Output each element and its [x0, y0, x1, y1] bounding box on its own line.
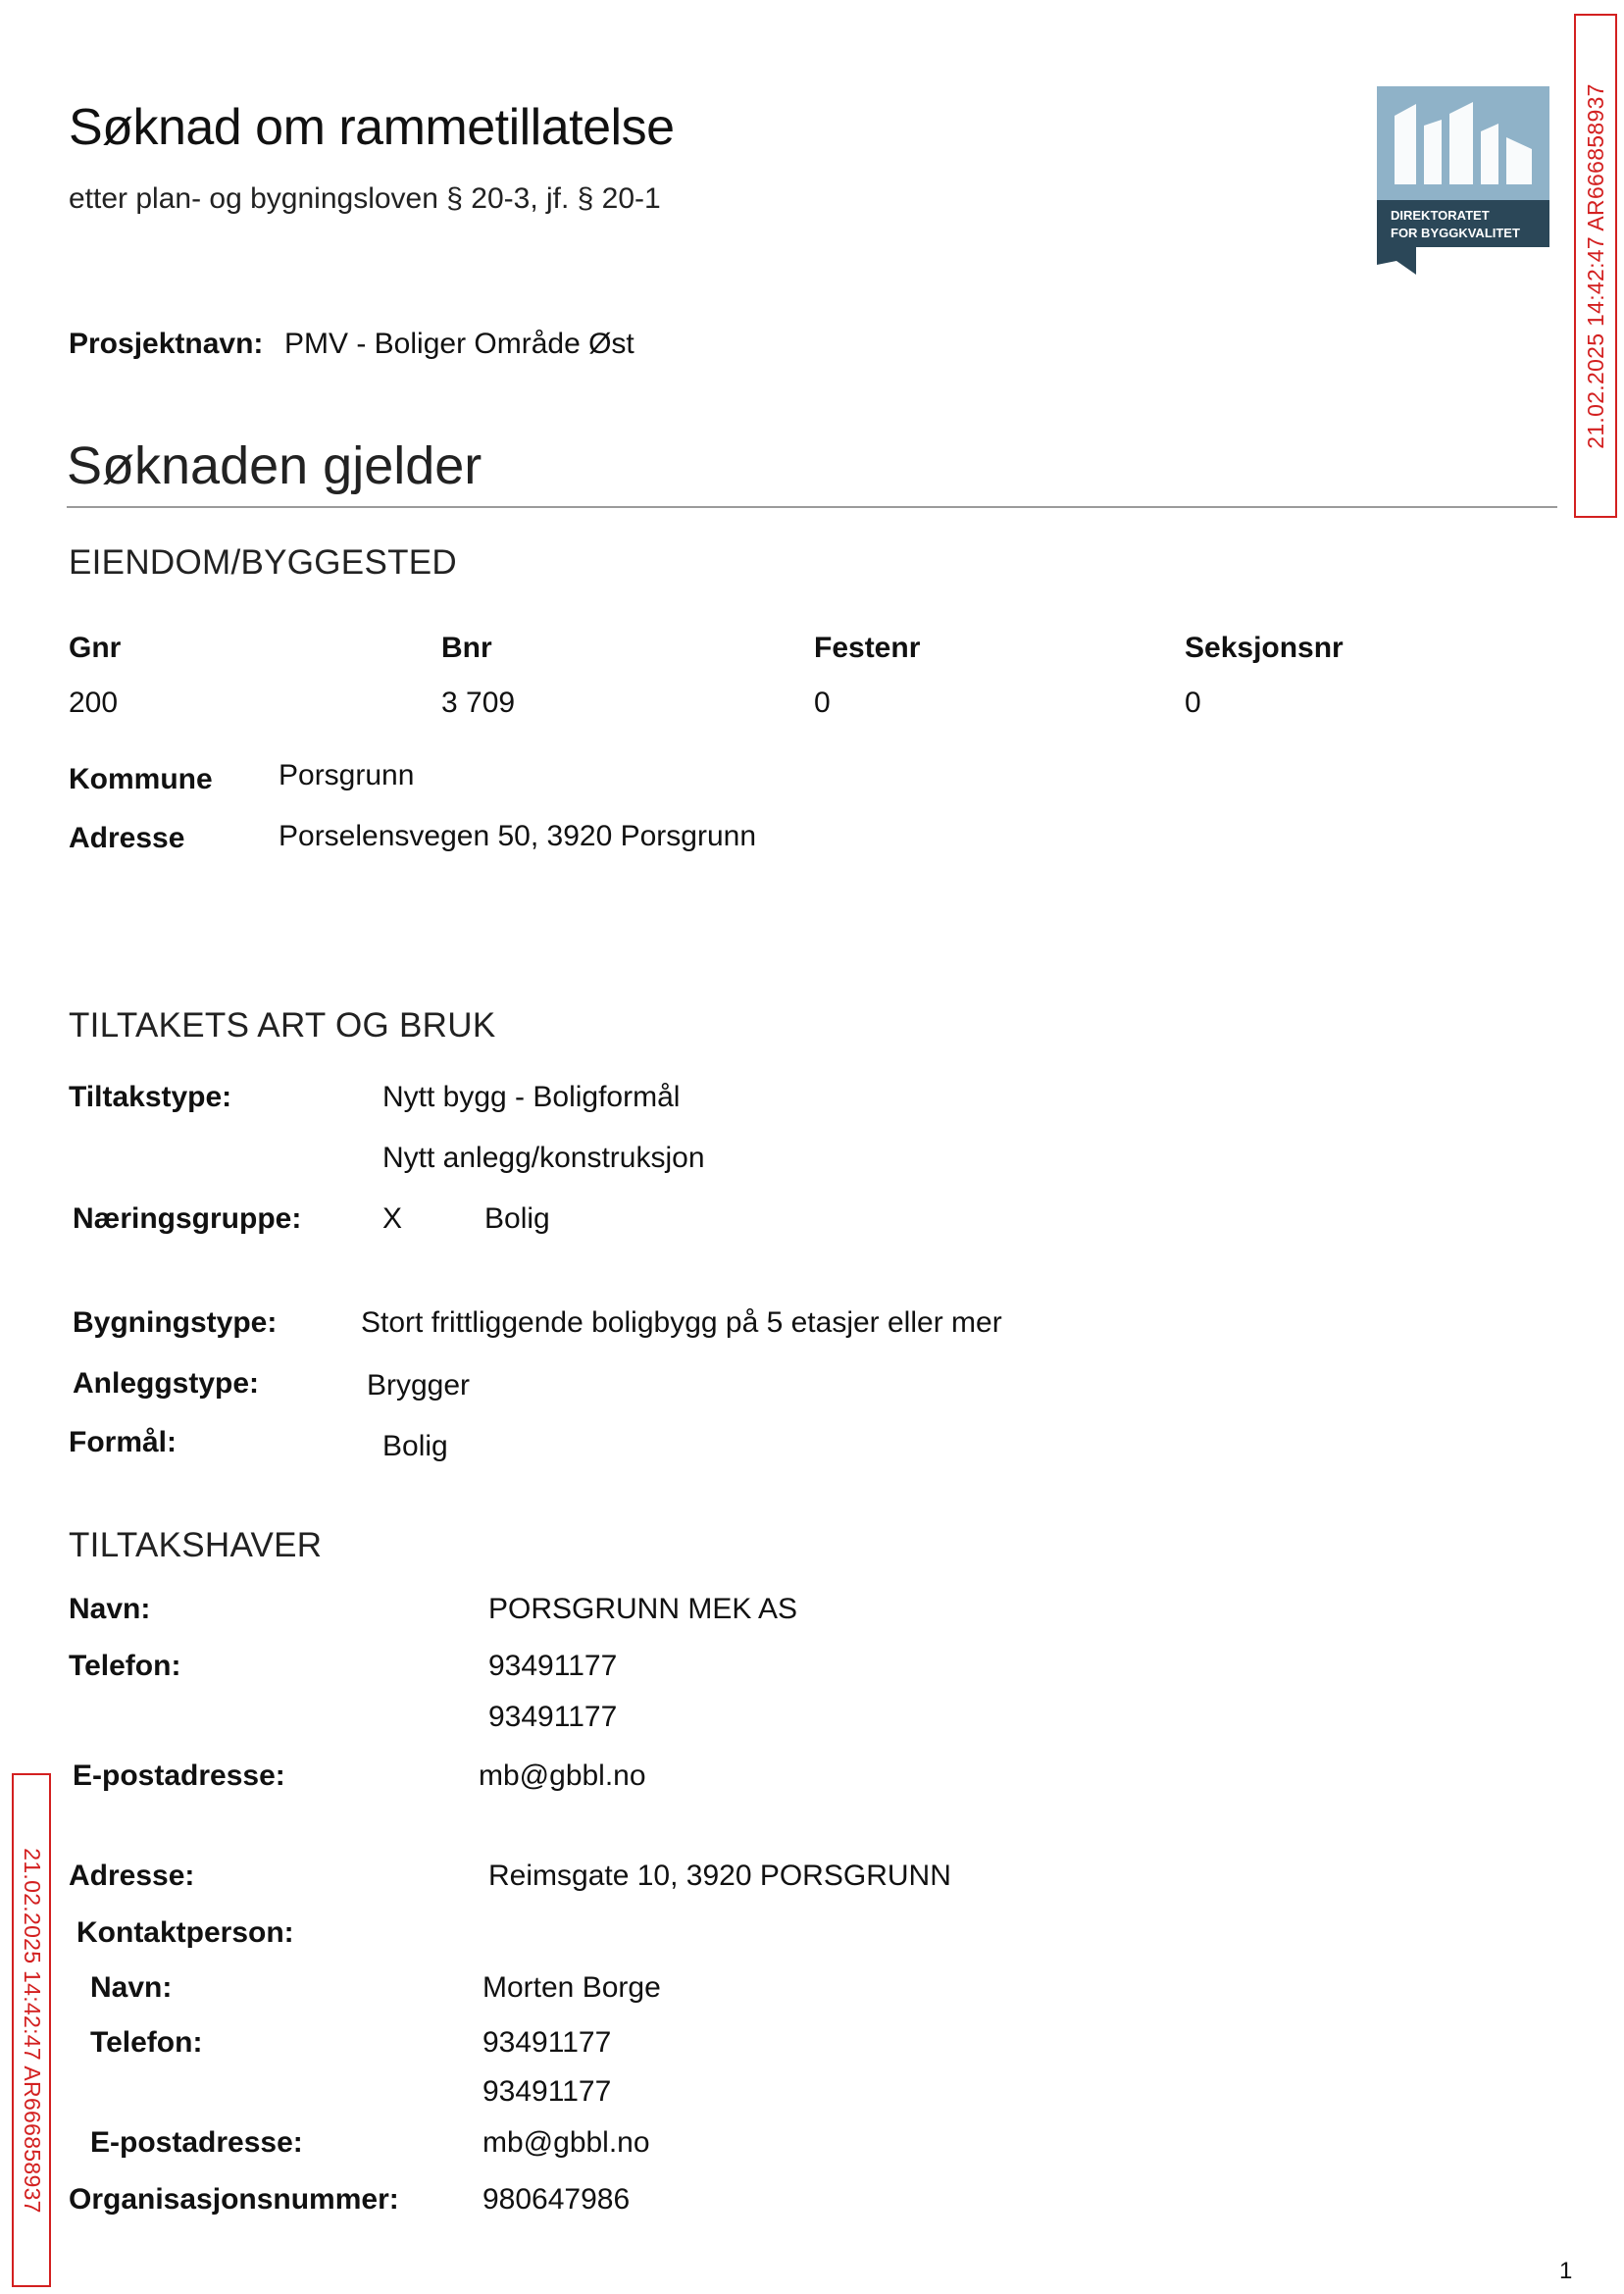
- naeringsgruppe-code: X: [382, 1202, 403, 1235]
- th-epost-value: mb@gbbl.no: [479, 1759, 646, 1792]
- tiltakshaver-heading: TILTAKSHAVER: [69, 1526, 323, 1564]
- festenr-value: 0: [814, 687, 831, 719]
- gnr-value: 200: [69, 687, 119, 719]
- kp-telefon-value-2: 93491177: [482, 2075, 612, 2108]
- kp-navn-label: Navn:: [90, 1971, 173, 2004]
- th-telefon-label: Telefon:: [69, 1650, 181, 1682]
- page-number: 1: [1559, 2258, 1573, 2284]
- naeringsgruppe-label: Næringsgruppe:: [73, 1202, 302, 1235]
- tiltakstype-value-2: Nytt anlegg/konstruksjon: [382, 1142, 705, 1174]
- seksjonsnr-label: Seksjonsnr: [1185, 632, 1344, 664]
- kp-epost-label: E-postadresse:: [90, 2126, 303, 2159]
- gnr-label: Gnr: [69, 632, 122, 664]
- kontaktperson-label: Kontaktperson:: [76, 1916, 294, 1949]
- section-title: Søknaden gjelder: [67, 436, 482, 495]
- anleggstype-label: Anleggstype:: [73, 1367, 260, 1400]
- dibk-logo: [1377, 86, 1549, 275]
- received-stamp-top: 21.02.2025 14:42:47 AR666858937: [1574, 14, 1617, 518]
- kommune-value: Porsgrunn: [279, 759, 415, 791]
- adresse-value: Porselensvegen 50, 3920 Porsgrunn: [279, 820, 757, 852]
- th-navn-value: PORSGRUNN MEK AS: [488, 1593, 798, 1625]
- adresse-label: Adresse: [69, 822, 185, 854]
- orgnr-label: Organisasjonsnummer:: [69, 2183, 399, 2216]
- formal-label: Formål:: [69, 1426, 178, 1458]
- kp-telefon-label: Telefon:: [90, 2026, 203, 2059]
- th-telefon-value-1: 93491177: [488, 1650, 618, 1682]
- th-adresse-value: Reimsgate 10, 3920 PORSGRUNN: [488, 1860, 951, 1892]
- th-navn-label: Navn:: [69, 1593, 151, 1625]
- tiltakstype-value-1: Nytt bygg - Boligformål: [382, 1081, 681, 1113]
- formal-value: Bolig: [382, 1430, 448, 1462]
- seksjonsnr-value: 0: [1185, 687, 1201, 719]
- th-adresse-label: Adresse:: [69, 1860, 195, 1892]
- anleggstype-value: Brygger: [367, 1369, 471, 1402]
- logo-text-line2: FOR BYGGKVALITET: [1391, 226, 1520, 240]
- project-value: PMV - Boliger Område Øst: [284, 328, 634, 360]
- bnr-value: 3 709: [441, 687, 516, 719]
- tiltakstype-label: Tiltakstype:: [69, 1081, 232, 1113]
- project-label: Prosjektnavn:: [69, 328, 264, 360]
- logo-text-line1: DIREKTORATET: [1391, 208, 1490, 223]
- bnr-label: Bnr: [441, 632, 492, 664]
- kommune-label: Kommune: [69, 763, 213, 795]
- kp-epost-value: mb@gbbl.no: [482, 2126, 650, 2159]
- festenr-label: Festenr: [814, 632, 921, 664]
- th-epost-label: E-postadresse:: [73, 1759, 285, 1792]
- kp-navn-value: Morten Borge: [482, 1971, 661, 2004]
- orgnr-value: 980647986: [482, 2183, 631, 2216]
- tiltak-heading: TILTAKETS ART OG BRUK: [69, 1006, 496, 1045]
- section-divider: [67, 506, 1557, 508]
- naeringsgruppe-value: Bolig: [484, 1202, 550, 1235]
- property-heading: EIENDOM/BYGGESTED: [69, 543, 457, 582]
- received-stamp-bottom: 21.02.2025 14:42:47 AR666858937: [12, 1773, 51, 2287]
- kp-telefon-value-1: 93491177: [482, 2026, 612, 2059]
- document-subtitle: etter plan- og bygningsloven § 20-3, jf. § 20-1: [69, 182, 661, 215]
- th-telefon-value-2: 93491177: [488, 1701, 618, 1733]
- bygningstype-label: Bygningstype:: [73, 1306, 278, 1339]
- bygningstype-value: Stort frittliggende boligbygg på 5 etasjer eller mer: [361, 1306, 1002, 1339]
- document-title: Søknad om rammetillatelse: [69, 99, 675, 156]
